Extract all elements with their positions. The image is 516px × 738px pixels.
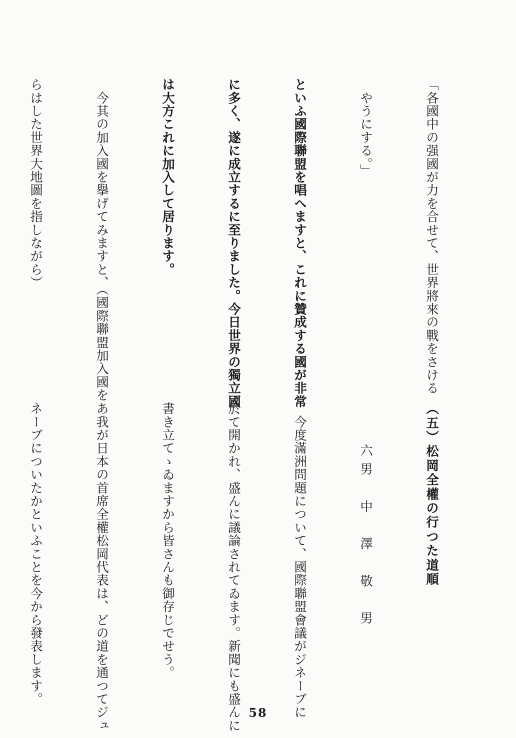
text-line: に多く、遂に成立するに至りました。今日世界の獨立國 xyxy=(226,78,241,408)
text-line: らはした世界大地圖を指しながら） xyxy=(28,78,43,290)
text-line: 書き立てゝゐますから皆さんも御存じでせう。 xyxy=(160,402,175,680)
text-line: 於て開かれ、盛んに議論されてゐます。新聞にも盛んに xyxy=(226,402,241,732)
text-line: 我が日本の首席全權松岡代表は、どの道を通つてジュ xyxy=(94,402,109,732)
page-number: 58 xyxy=(248,706,268,720)
text-line: といふ國際聯盟を唱へますと、これに贊成する國が非常 xyxy=(292,78,307,408)
text-line: 今度滿洲問題について、國際聯盟會議がジネーブに xyxy=(292,402,307,719)
text-line: は大方これに加入して居ります。 xyxy=(160,78,175,276)
text-line: 今其の加入國を擧げてみますと、（國際聯盟加入國をあ xyxy=(94,78,109,415)
text-line: 「各國中の强國が力を合せて、世界將來の戰をさける xyxy=(424,78,439,395)
text-line: ネーブについたかといふことを今から發表します。 xyxy=(28,402,43,706)
section-heading: （五）松岡全權の行つた道順 xyxy=(424,402,439,587)
text-line: やうにする。」 xyxy=(358,78,373,178)
section-author: 六男 中 澤 敬 男 xyxy=(358,444,373,630)
top-text-block xyxy=(0,78,486,415)
